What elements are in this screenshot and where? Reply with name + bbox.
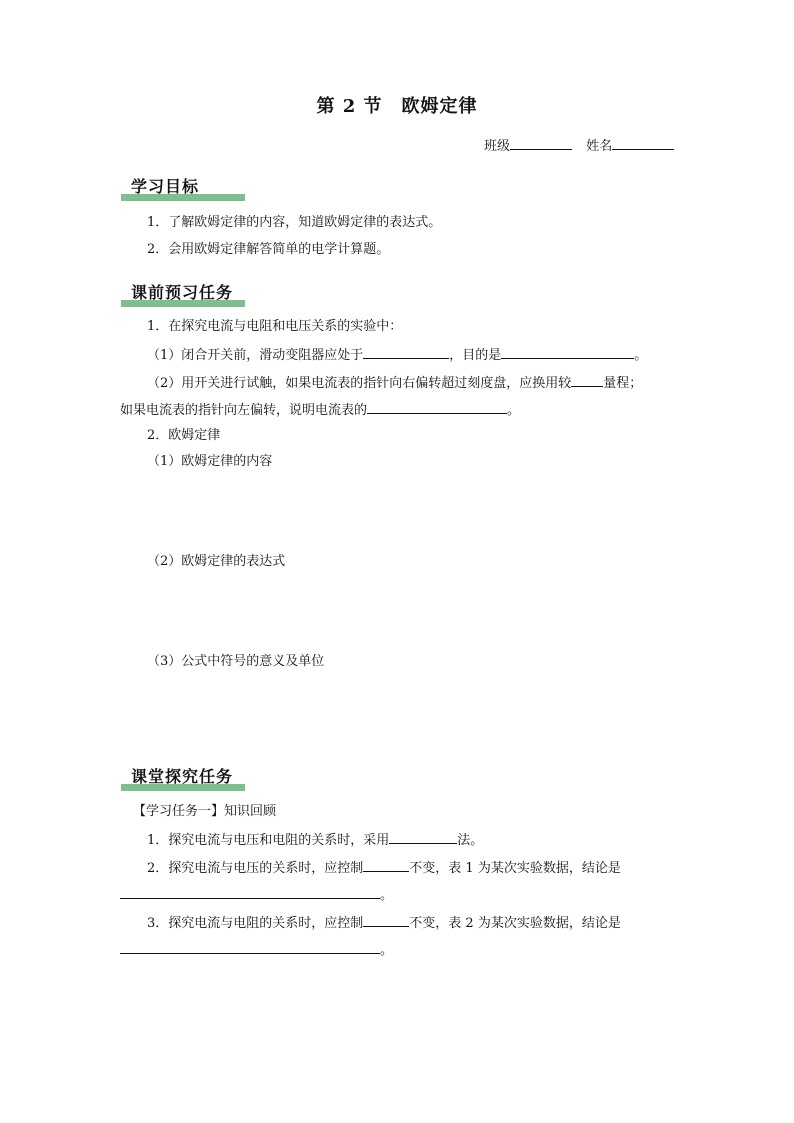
section-classroom-header — [121, 767, 245, 791]
preview-q1-2-text: （2）用开关进行试触，如果电流表的指针向右偏转超过刻度盘，应换用较 — [147, 376, 572, 391]
classroom-task1: 【学习任务一】知识回顾 — [133, 804, 277, 819]
answer-blank[interactable] — [367, 400, 507, 414]
classroom-c2-cont — [120, 885, 393, 905]
class-name-line — [484, 136, 674, 156]
classroom-c2 — [147, 858, 621, 878]
answer-blank[interactable] — [363, 345, 449, 359]
class-blank[interactable] — [510, 136, 572, 150]
name-blank[interactable] — [612, 136, 674, 150]
preview-q2-2: （2）欧姆定律的表达式 — [147, 554, 286, 569]
class-label: 班级 — [484, 139, 511, 154]
classroom-c1-text-b: 法。 — [457, 833, 484, 848]
preview-q1-1-text-b: ，目的是 — [449, 348, 502, 363]
classroom-c3-cont — [120, 940, 393, 960]
preview-q1: 1．在探究电流与电阻和电压关系的实验中： — [147, 319, 403, 334]
classroom-c2-text-c: 。 — [380, 888, 394, 903]
section-classroom-title: 课堂探究任务 — [131, 767, 234, 786]
preview-q1-1-text: （1）闭合开关前，滑动变阻器应处于 — [147, 348, 364, 363]
section-preview-title: 课前预习任务 — [131, 283, 234, 302]
classroom-c2-text-b: 不变，表 1 为某次实验数据，结论是 — [409, 861, 621, 876]
answer-blank[interactable] — [501, 345, 634, 359]
classroom-c1-text: 1．探究电流与电压和电阻的关系时，采用 — [147, 833, 390, 848]
preview-q1-2-text-b: 量程； — [603, 376, 643, 391]
preview-q1-2-text-c: 如果电流表的指针向左偏转，说明电流表的 — [120, 403, 368, 418]
preview-q1-2 — [147, 373, 642, 393]
section-objectives-title: 学习目标 — [131, 177, 200, 196]
answer-blank[interactable] — [120, 940, 380, 954]
preview-q2-3: （3）公式中符号的意义及单位 — [147, 654, 325, 669]
classroom-c3-text-c: 。 — [380, 943, 394, 958]
classroom-c3 — [147, 913, 621, 933]
preview-q1-2-cont — [120, 400, 520, 420]
page-title: 第 2 节 欧姆定律 — [316, 96, 478, 117]
section-objectives-header — [121, 177, 245, 201]
answer-blank[interactable] — [389, 830, 457, 844]
answer-blank[interactable] — [363, 913, 409, 927]
preview-q1-1 — [147, 345, 647, 365]
preview-q2: 2．欧姆定律 — [147, 428, 221, 443]
objective-item-1: 1．了解欧姆定律的内容，知道欧姆定律的表达式。 — [147, 215, 442, 230]
classroom-c3-text: 3．探究电流与电阻的关系时，应控制 — [147, 916, 364, 931]
preview-q1-2-text-d: 。 — [507, 403, 521, 418]
answer-blank[interactable] — [571, 373, 603, 387]
preview-q1-1-text-c: 。 — [634, 348, 648, 363]
objective-item-2: 2．会用欧姆定律解答简单的电学计算题。 — [147, 242, 390, 257]
classroom-c3-text-b: 不变，表 2 为某次实验数据，结论是 — [409, 916, 621, 931]
name-label: 姓名 — [586, 139, 613, 154]
section-preview-header — [121, 283, 245, 307]
answer-blank[interactable] — [363, 858, 409, 872]
classroom-c1 — [147, 830, 483, 850]
preview-q2-1: （1）欧姆定律的内容 — [147, 454, 273, 469]
answer-blank[interactable] — [120, 885, 380, 899]
classroom-c2-text: 2．探究电流与电压的关系时，应控制 — [147, 861, 364, 876]
